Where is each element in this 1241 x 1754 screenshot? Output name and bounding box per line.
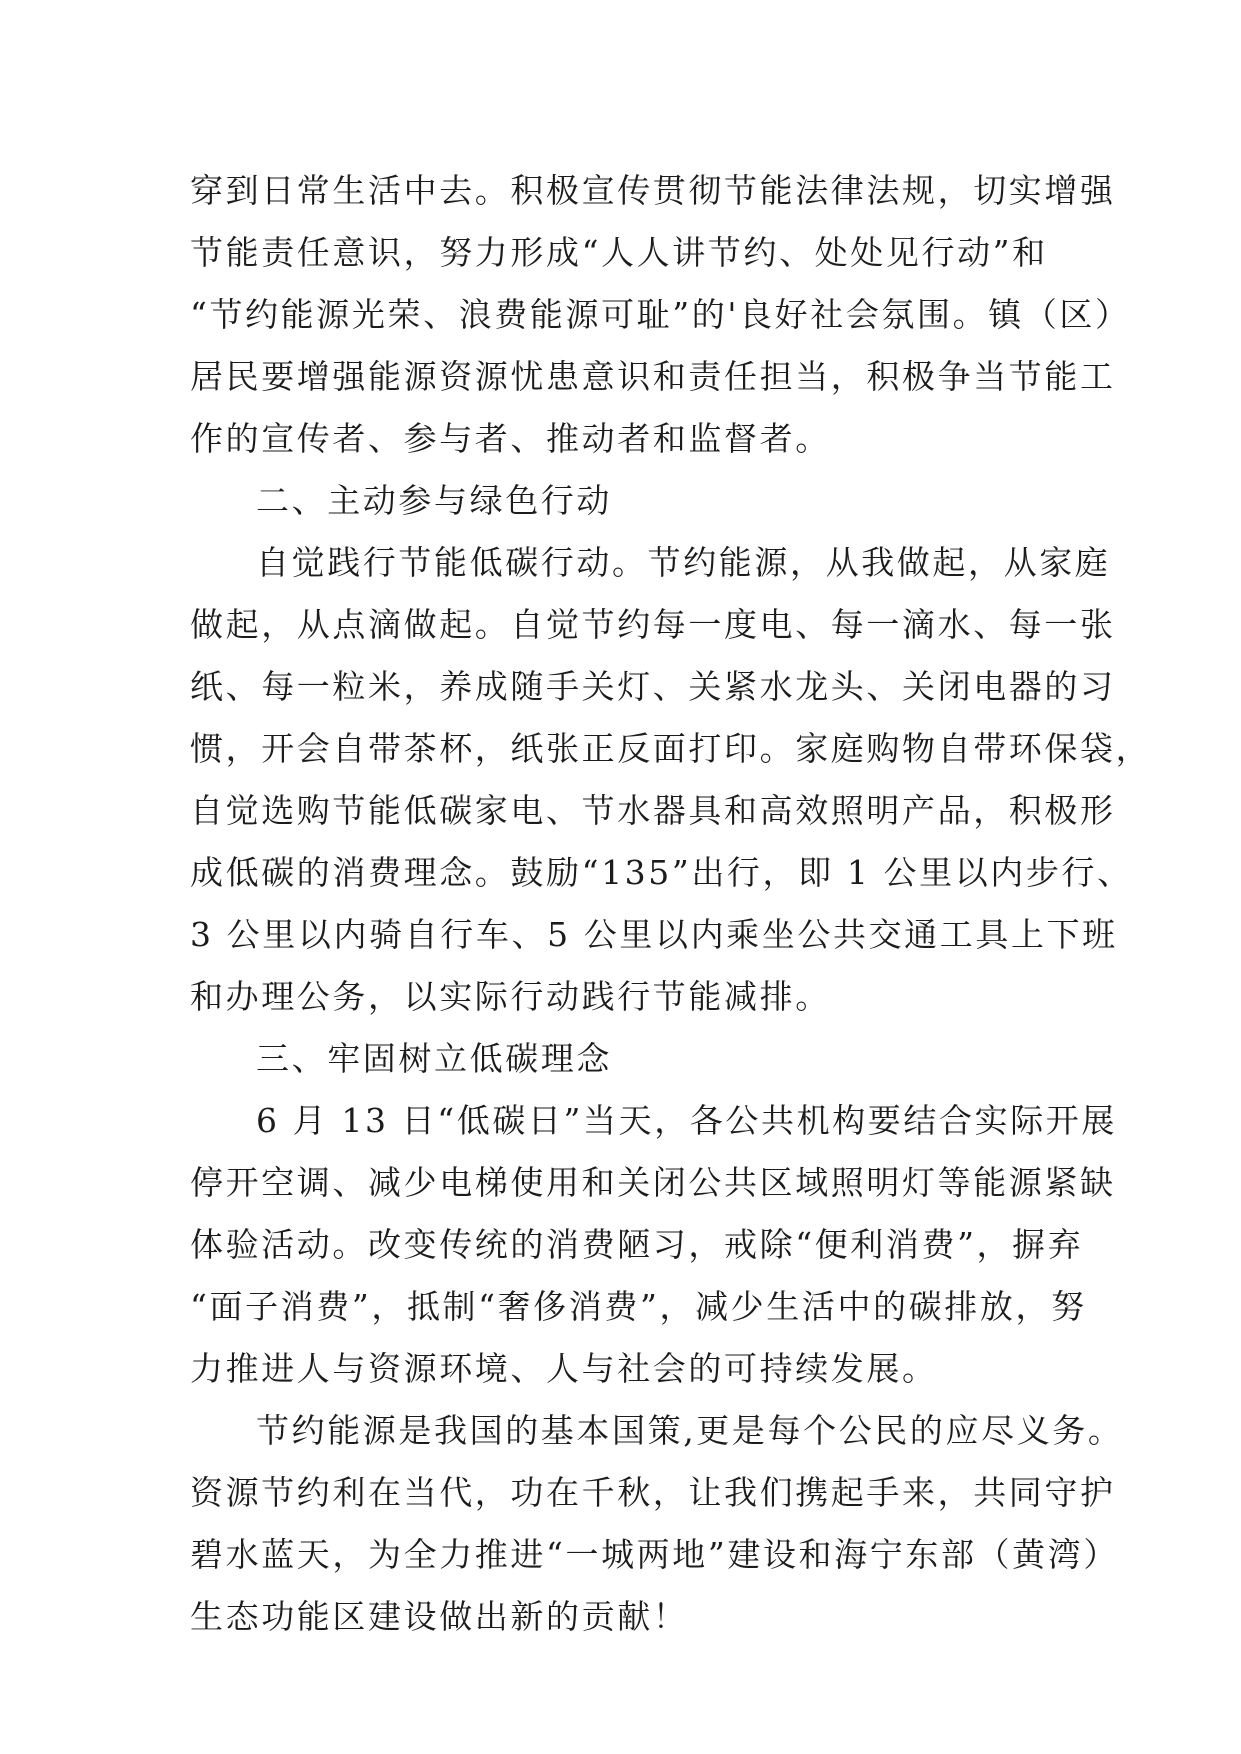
body-line: 和办理公务，以实际行动践行节能减排。 [190,977,831,1016]
section-heading: 二、主动参与绿色行动 [256,481,612,520]
body-line: “节约能源光荣、浪费能源可耻”的'良好社会氛围。镇（区） [190,295,1131,334]
body-line: 资源节约利在当代，功在千秋，让我们携起手来，共同守护 [190,1473,1116,1512]
body-line: 纸、每一粒米，养成随手关灯、关紧水龙头、关闭电器的习 [190,667,1116,706]
body-line: 穿到日常生活中去。积极宣传贯彻节能法律法规，切实增强 [190,171,1116,210]
body-line: 碧水蓝天，为全力推进“一城两地”建设和海宁东部（黄湾） [190,1535,1119,1574]
paragraph-first-line: 节约能源是我国的基本国策,更是每个公民的应尽义务。 [256,1411,1124,1450]
body-line: 作的宣传者、参与者、推动者和监督者。 [190,419,831,458]
body-line: 自觉选购节能低碳家电、节水器具和高效照明产品，积极形 [190,791,1116,830]
body-line: 成低碳的消费理念。鼓励“135”出行，即 1 公里以内步行、 [190,853,1133,892]
paragraph-first-line: 6 月 13 日“低碳日”当天，各公共机构要结合实际开展 [256,1101,1117,1140]
body-line: 生态功能区建设做出新的贡献！ [190,1597,689,1636]
body-line: 力推进人与资源环境、人与社会的可持续发展。 [190,1349,938,1388]
document-body [190,160,1152,1648]
body-line: 做起，从点滴做起。自觉节约每一度电、每一滴水、每一张 [190,605,1116,644]
paragraph-first-line: 自觉践行节能低碳行动。节约能源，从我做起，从家庭 [256,543,1111,582]
body-line: 居民要增强能源资源忧患意识和责任担当，积极争当节能工 [190,357,1116,396]
body-line: “面子消费”，抵制“奢侈消费”，减少生活中的碳排放，努 [190,1287,1087,1326]
body-line: 节能责任意识，努力形成“人人讲节约、处处见行动”和 [190,233,1048,272]
section-heading: 三、牢固树立低碳理念 [256,1039,612,1078]
body-line: 惯，开会自带茶杯，纸张正反面打印。家庭购物自带环保袋， [190,729,1152,768]
body-line: 体验活动。改变传统的消费陋习，戒除“便利消费”，摒弃 [190,1225,1084,1264]
body-line: 3 公里以内骑自行车、5 公里以内乘坐公共交通工具上下班 [190,915,1118,954]
body-line: 停开空调、减少电梯使用和关闭公共区域照明灯等能源紧缺 [190,1163,1116,1202]
